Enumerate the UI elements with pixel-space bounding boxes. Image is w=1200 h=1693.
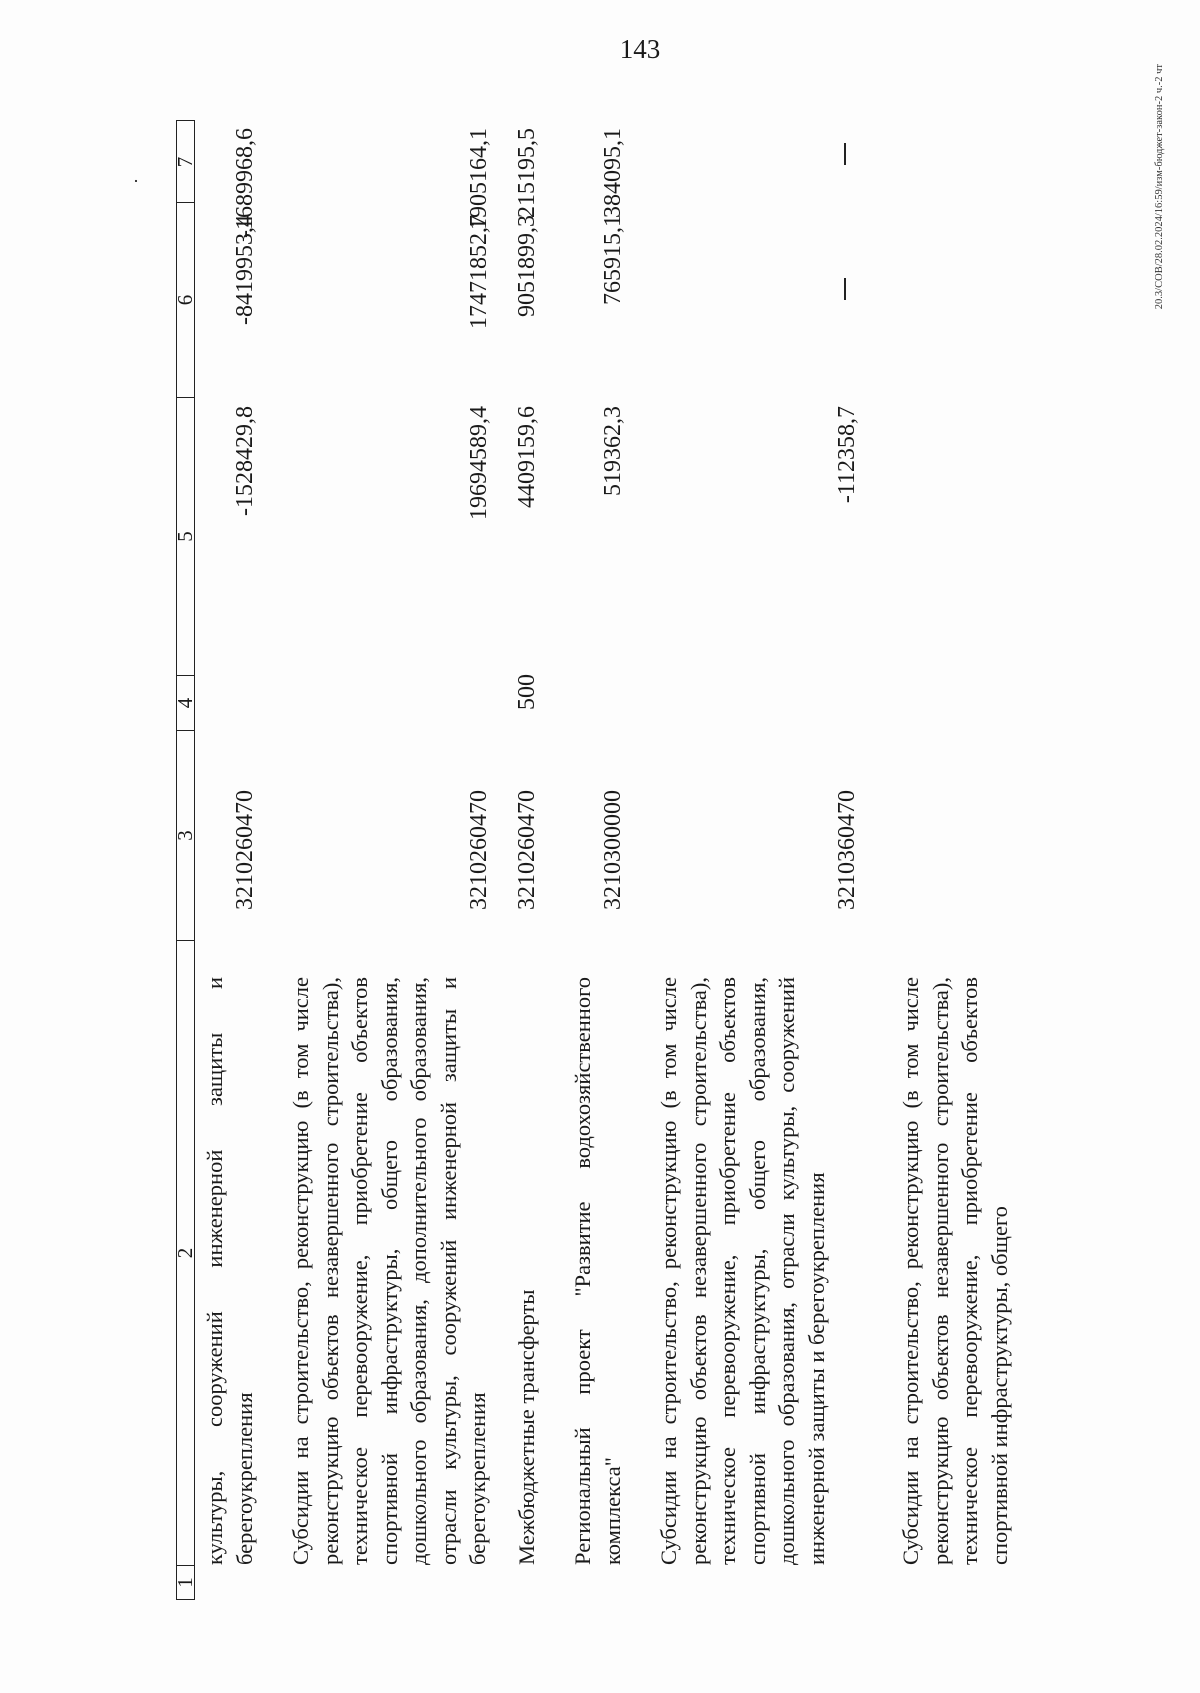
header-col-6: 6 (177, 202, 194, 397)
row-target-code: 3210260470 (514, 790, 540, 910)
row-col6: 765915,1 (600, 215, 626, 305)
row-col5: 519362,3 (600, 406, 626, 496)
scan-speck: · (133, 171, 139, 191)
row-col5: 19694589,4 (466, 406, 492, 520)
row-description: культуры, сооружений инженерной защиты и берегоукрепления (202, 977, 257, 1565)
row-col5: 4409159,6 (514, 406, 540, 508)
row-col5: -112358,7 (834, 406, 860, 504)
row-description: Региональный проект "Развитие водохозяйственного комплекса" (570, 977, 625, 1565)
row-col7: 215195,5 (514, 128, 540, 218)
row-col6: 17471852,7 (466, 215, 492, 329)
row-col7: -1689968,6 (232, 128, 258, 238)
row-description: Субсидии на строительство, реконструкцию (в том числе реконструкцию объектов незавершенного строительства), техническое перевооружение, приобретение объектов спортивной инфраструктуры, общего образования, дошкольного образования, отрасли культуры, сооружений инженерной защиты и берегоукрепления (656, 977, 829, 1565)
row-col6: -8419953,4 (232, 215, 258, 325)
row-target-code: 3210300000 (600, 790, 626, 910)
header-col-1: 1 (177, 1565, 194, 1599)
row-target-code: 3210260470 (232, 790, 258, 910)
row-col5: -1528429,8 (232, 406, 258, 516)
row-target-code: 3210360470 (834, 790, 860, 910)
row-col7-empty (844, 143, 846, 165)
header-col-7: 7 (173, 156, 197, 168)
row-description: Субсидии на строительство, реконструкцию (в том числе реконструкцию объектов незавершенного строительства), техническое перевооружение, приобретение объектов спортивной инфраструктуры, общего (898, 977, 1012, 1565)
footer-text: 20.3/СОВ/28.02.2024/16:59/изм-бюджет-закон-2 ч.-2 чт (1154, 64, 1165, 310)
page-number: 143 (619, 34, 661, 64)
row-description: Межбюджетные трансферты (514, 1289, 539, 1565)
header-col-5: 5 (177, 397, 194, 675)
row-expense-type: 500 (514, 674, 540, 710)
header-col-4: 4 (177, 675, 194, 730)
table-header-row (173, 120, 197, 1600)
row-description: Субсидии на строительство, реконструкцию (в том числе реконструкцию объектов незавершенного строительства), техническое перевооружение, приобретение объектов спортивной инфраструктуры, общего образования, дошкольного образования, дополнительного образования, отрасли культуры, сооружений инженерной защиты и берегоукрепления (288, 977, 490, 1565)
row-target-code: 3210260470 (466, 790, 492, 910)
header-col-3: 3 (177, 730, 194, 940)
header-col-2: 2 (177, 940, 194, 1565)
row-col6-empty (844, 278, 846, 300)
budget-table (173, 120, 1076, 1600)
row-col7: 1905164,1 (466, 128, 492, 230)
row-col7: 384095,1 (600, 128, 626, 218)
row-col6: 9051899,3 (514, 215, 540, 317)
